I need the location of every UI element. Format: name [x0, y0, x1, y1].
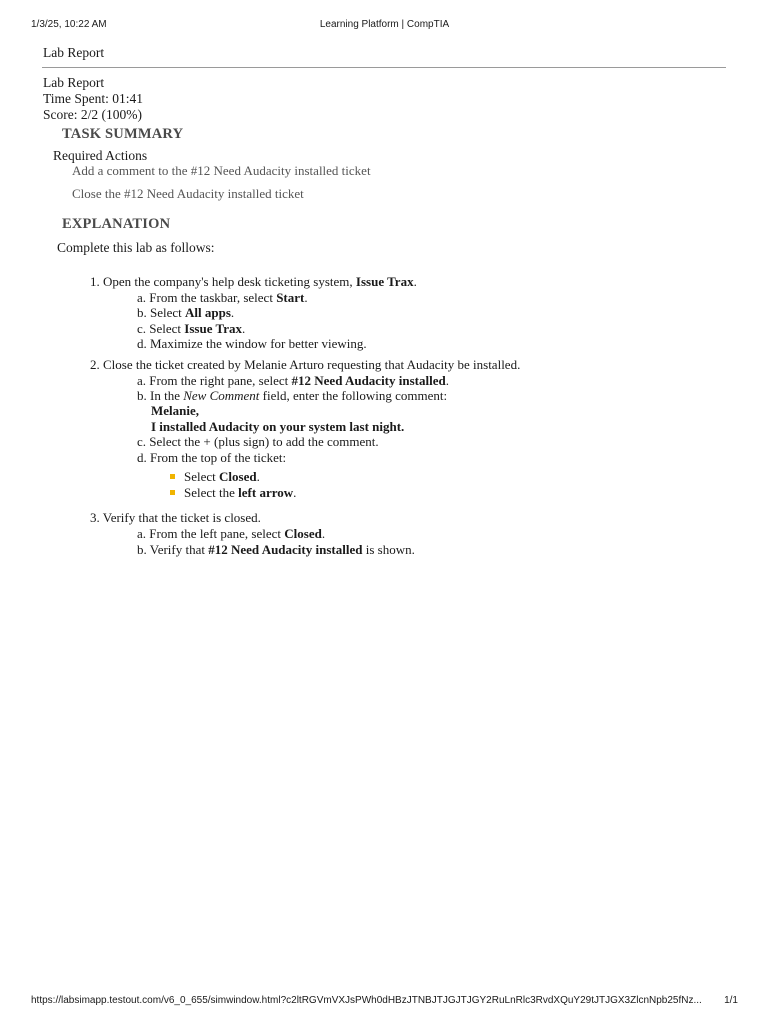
- task-summary-heading: TASK SUMMARY: [62, 126, 184, 142]
- print-page-title: Learning Platform | CompTIA: [319, 19, 450, 30]
- comment-text-line-1: Melanie,: [151, 403, 200, 418]
- step-1d: d. Maximize the window for better viewing.: [137, 336, 367, 351]
- explanation-heading: EXPLANATION: [62, 216, 171, 232]
- step-3: 3. Verify that the ticket is closed.: [90, 510, 261, 525]
- report-meta: [43, 75, 143, 123]
- bullet-square-icon: [170, 474, 175, 479]
- print-footer: [31, 995, 738, 1009]
- step-1: 1. Open the company's help desk ticketing system, Issue Trax.: [90, 274, 417, 289]
- bullet-square-icon: [170, 490, 175, 495]
- divider: [42, 67, 726, 68]
- page-url: https://labsimapp.testout.com/v6_0_655/simwindow.html?c2ltRGVmVXJsPWh0dHBzJTNBJTJGJTJGY2RuLnRlc3RvdXQuY29tJTJGX3ZlcnNpb25fNz...: [31, 995, 702, 1006]
- step-1a: a. From the taskbar, select Start.: [137, 290, 308, 305]
- print-header: [31, 19, 738, 33]
- step-3b: b. Verify that #12 Need Audacity installed is shown.: [137, 542, 415, 557]
- required-action-item: Add a comment to the #12 Need Audacity installed ticket: [72, 163, 371, 178]
- explanation-intro: Complete this lab as follows:: [57, 240, 215, 255]
- step-1b: b. Select All apps.: [137, 305, 235, 320]
- comment-text-line-2: I installed Audacity on your system last night.: [151, 419, 405, 434]
- step-2a: a. From the right pane, select #12 Need Audacity installed.: [137, 373, 449, 388]
- page-number: 1/1: [724, 995, 738, 1006]
- required-action-item: Close the #12 Need Audacity installed ticket: [72, 186, 304, 201]
- step-3a: a. From the left pane, select Closed.: [137, 526, 326, 541]
- score: Score: 2/2 (100%): [43, 107, 142, 122]
- bullet-item: Select Closed.: [170, 469, 260, 485]
- bullet-item: Select the left arrow.: [170, 485, 296, 501]
- report-title: Lab Report: [43, 75, 105, 90]
- page-title: Lab Report: [43, 45, 105, 60]
- step-1c: c. Select Issue Trax.: [137, 321, 246, 336]
- required-actions-label: Required Actions: [53, 148, 148, 163]
- step-2b: b. In the New Comment field, enter the following comment:: [137, 388, 448, 403]
- print-datetime: 1/3/25, 10:22 AM: [31, 19, 107, 30]
- time-spent: Time Spent: 01:41: [43, 91, 144, 106]
- step-2: 2. Close the ticket created by Melanie Arturo requesting that Audacity be installed.: [90, 357, 521, 372]
- step-2c: c. Select the + (plus sign) to add the comment.: [137, 434, 379, 449]
- step-2d: d. From the top of the ticket:: [137, 450, 287, 465]
